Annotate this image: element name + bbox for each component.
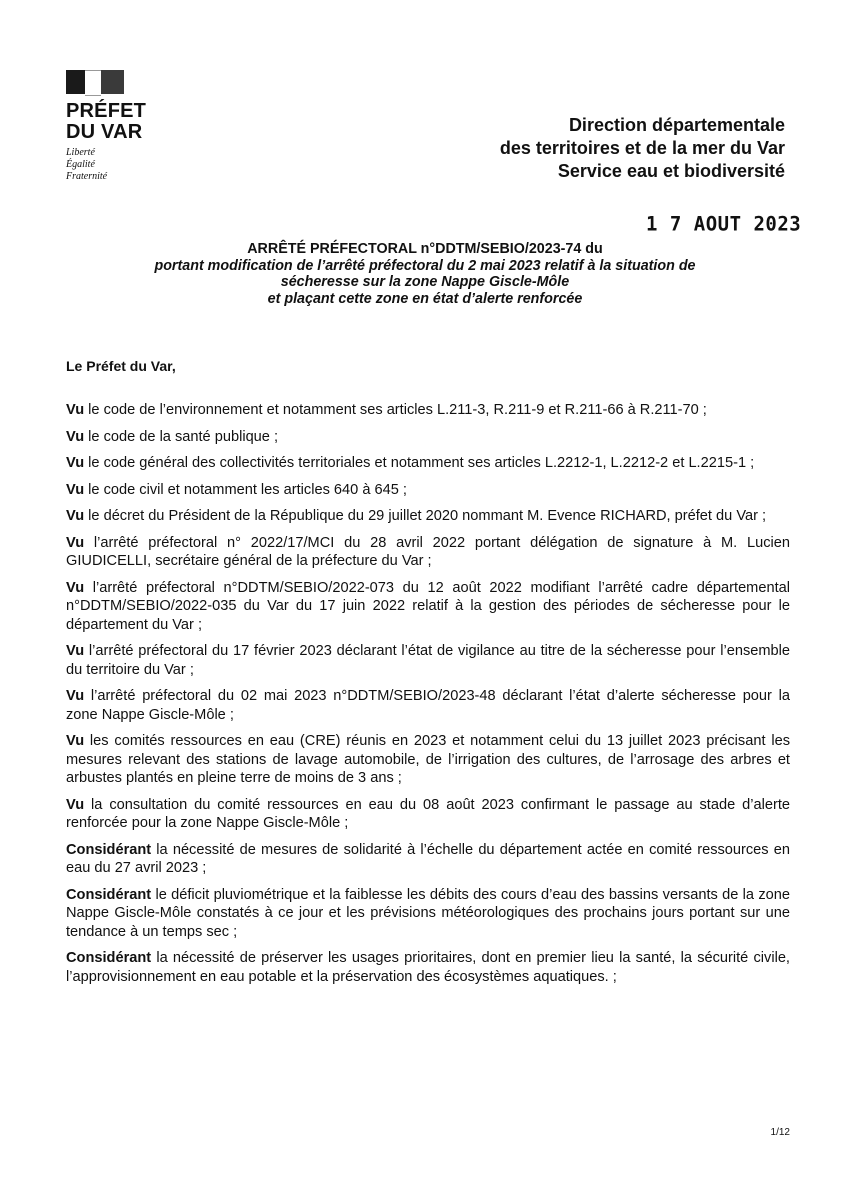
paragraph — [66, 579, 790, 634]
paragraph-text: le code civil et notamment les articles 640 à 645 ; — [84, 481, 407, 498]
direction-line-2: des territoires et de la mer du Var — [499, 138, 785, 158]
title-line-1: ARRÊTÉ PRÉFECTORAL n°DDTM/SEBIO/2023-74 du — [247, 241, 603, 257]
paragraph — [66, 481, 790, 499]
paragraph-text: l’arrêté préfectoral n° 2022/17/MCI du 28 avril 2022 portant délégation de signature à M. Lucien GIUDICELLI, secrétaire général de la préfecture du Var ; — [66, 534, 790, 570]
paragraph-lead: Vu — [66, 481, 85, 498]
title-line-4: et plaçant cette zone en état d’alerte renforcée — [267, 290, 583, 307]
paragraph-text: la consultation du comité ressources en eau du 08 août 2023 confirmant le passage au stade d’alerte renforcée pour la zone Nappe Giscle-Môle ; — [66, 796, 790, 832]
paragraph — [66, 642, 790, 679]
title-line-2: portant modification de l’arrêté préfectoral du 2 mai 2023 relatif à la situation de — [154, 257, 696, 274]
paragraph-text: le code de la santé publique ; — [84, 428, 279, 445]
motto-fraternite: Fraternité — [66, 171, 108, 182]
paragraph-text: la nécessité de préserver les usages prioritaires, dont en premier lieu la santé, la sécurité civile, l’approvisionnement en eau potable et la préservation des écosystèmes aquatiques. ; — [66, 950, 790, 985]
paragraph — [66, 534, 790, 571]
paragraph — [66, 401, 790, 419]
paragraph-lead: Considérant — [66, 841, 152, 858]
paragraph-text: la nécessité de mesures de solidarité à l’échelle du département actée en comité ressources en eau du 27 avril 2023 ; — [66, 841, 790, 877]
paragraph-lead: Vu — [66, 796, 85, 813]
paragraph-lead: Vu — [66, 688, 85, 705]
paragraph-text: le code de l’environnement et notamment ses articles L.211-3, R.211-9 et R.211-66 à R.211-70 ; — [84, 402, 707, 418]
republic-flag-icon — [66, 70, 124, 94]
paragraph — [66, 732, 790, 787]
paragraph-lead: Considérant — [66, 950, 152, 967]
prefet-title — [66, 101, 186, 143]
marianne-logo — [66, 70, 186, 183]
paragraph — [66, 454, 790, 472]
intro-line: Le Préfet du Var, — [66, 358, 176, 374]
paragraph — [66, 886, 790, 941]
paragraph — [66, 796, 790, 833]
direction-line-3: Service eau et biodiversité — [557, 161, 785, 181]
paragraph-text: le déficit pluviométrique et la faiblesse les débits des cours d’eau des bassins versants de la zone Nappe Giscle-Môle constatés à ce jour et les prévisions météorologiques des prochains jours portant sur une tendance à un temps sec ; — [66, 886, 790, 940]
paragraph — [66, 841, 790, 878]
prefet-line-2: DU VAR — [66, 121, 143, 143]
decree-body — [66, 401, 790, 994]
paragraph-lead: Vu — [66, 579, 85, 596]
paragraph — [66, 687, 790, 724]
paragraph-lead: Vu — [66, 534, 85, 551]
decree-title — [90, 241, 760, 307]
paragraph-lead: Vu — [66, 428, 85, 445]
page-number: 1/12 — [770, 1127, 790, 1138]
stamp-date: 1 7 AOUT 2023 — [646, 212, 802, 236]
paragraph-lead: Vu — [66, 508, 85, 525]
paragraph-text: le code général des collectivités territoriales et notamment ses articles L.2212-1, L.2212-2 et L.2215-1 ; — [84, 455, 755, 472]
paragraph — [66, 949, 790, 986]
direction-line-1: Direction départementale — [568, 115, 785, 135]
paragraph-lead: Vu — [66, 643, 85, 660]
paragraph-text: le décret du Président de la République du 29 juillet 2020 nommant M. Evence RICHARD, préfet du Var ; — [84, 508, 767, 525]
republic-motto — [66, 147, 186, 183]
paragraph-text: l’arrêté préfectoral du 02 mai 2023 n°DDTM/SEBIO/2023-48 déclarant l’état d’alerte sécheresse pour la zone Nappe Giscle-Môle ; — [66, 688, 790, 723]
paragraph-text: l’arrêté préfectoral n°DDTM/SEBIO/2022-073 du 12 août 2022 modifiant l’arrêté cadre départemental n°DDTM/SEBIO/2022-035 du Var du 17 juin 2022 relatif à la gestion des périodes de sécheresse pour le département du Var ; — [66, 579, 790, 633]
paragraph-lead: Considérant — [66, 886, 152, 903]
paragraph — [66, 428, 790, 446]
paragraph — [66, 507, 790, 525]
direction-header — [500, 114, 785, 183]
motto-liberte: Liberté — [66, 147, 95, 158]
paragraph-text: les comités ressources en eau (CRE) réunis en 2023 et notamment celui du 13 juillet 2023 précisant les mesures relevant des stations de lavage automobile, de l’irrigation des cultures, de l’arrosage des arbres et arbustes plantés en pleine terre de moins de 3 ans ; — [66, 733, 790, 787]
paragraph-lead: Vu — [66, 402, 85, 418]
motto-egalite: Égalité — [66, 159, 95, 170]
title-line-3: sécheresse sur la zone Nappe Giscle-Môle — [280, 274, 570, 290]
prefet-line-1: PRÉFET — [66, 100, 147, 122]
paragraph-lead: Vu — [66, 733, 85, 750]
paragraph-lead: Vu — [66, 455, 85, 472]
paragraph-text: l’arrêté préfectoral du 17 février 2023 déclarant l’état de vigilance au titre de la sécheresse pour l’ensemble du territoire du Var ; — [66, 643, 790, 678]
